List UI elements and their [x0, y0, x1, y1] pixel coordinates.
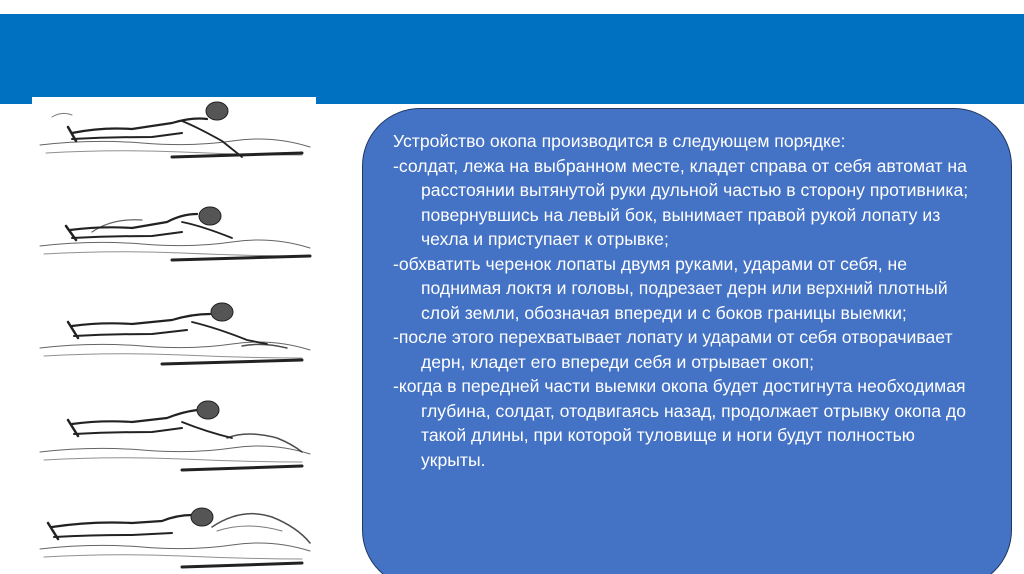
illustration-stage-1 [40, 102, 310, 157]
header-band [0, 14, 1024, 104]
illustration-stage-2 [40, 207, 310, 260]
intro-text: Устройство окопа производится в следующем порядке: [393, 131, 846, 151]
step-2-text: -обхватить черенок лопаты двумя руками, ударами от себя, не поднимая локтя и головы, подрезает дерн или верхний плотный слой земли, обозначая впереди и с боков границы выемки; [393, 253, 948, 323]
illustration-stage-4 [40, 401, 310, 470]
illustration-stage-3 [40, 303, 310, 364]
step-4-text: -когда в передней части выемки окопа будет достигнута необходимая глубина, солдат, отодвигаясь назад, продолжает отрывку окопа до такой длины, при которой туловище и ноги будут полностью укрыты. [393, 376, 967, 470]
soldier-digging-illustration [32, 97, 316, 574]
step-3-text: -после этого перехватывает лопату и ударами от себя отворачивает дерн, кладет его впереди себя и отрывает окоп; [393, 327, 953, 372]
instruction-panel [362, 108, 1012, 574]
illustration-stage-5 [40, 508, 310, 567]
step-1-text: -солдат, лежа на выбранном месте, кладет справа от себя автомат на расстоянии вытянутой руки дульной частью в сторону противника; повернувшись на левый бок, вынимает правой рукой лопату из чехла и приступает к отрывке; [393, 155, 969, 249]
